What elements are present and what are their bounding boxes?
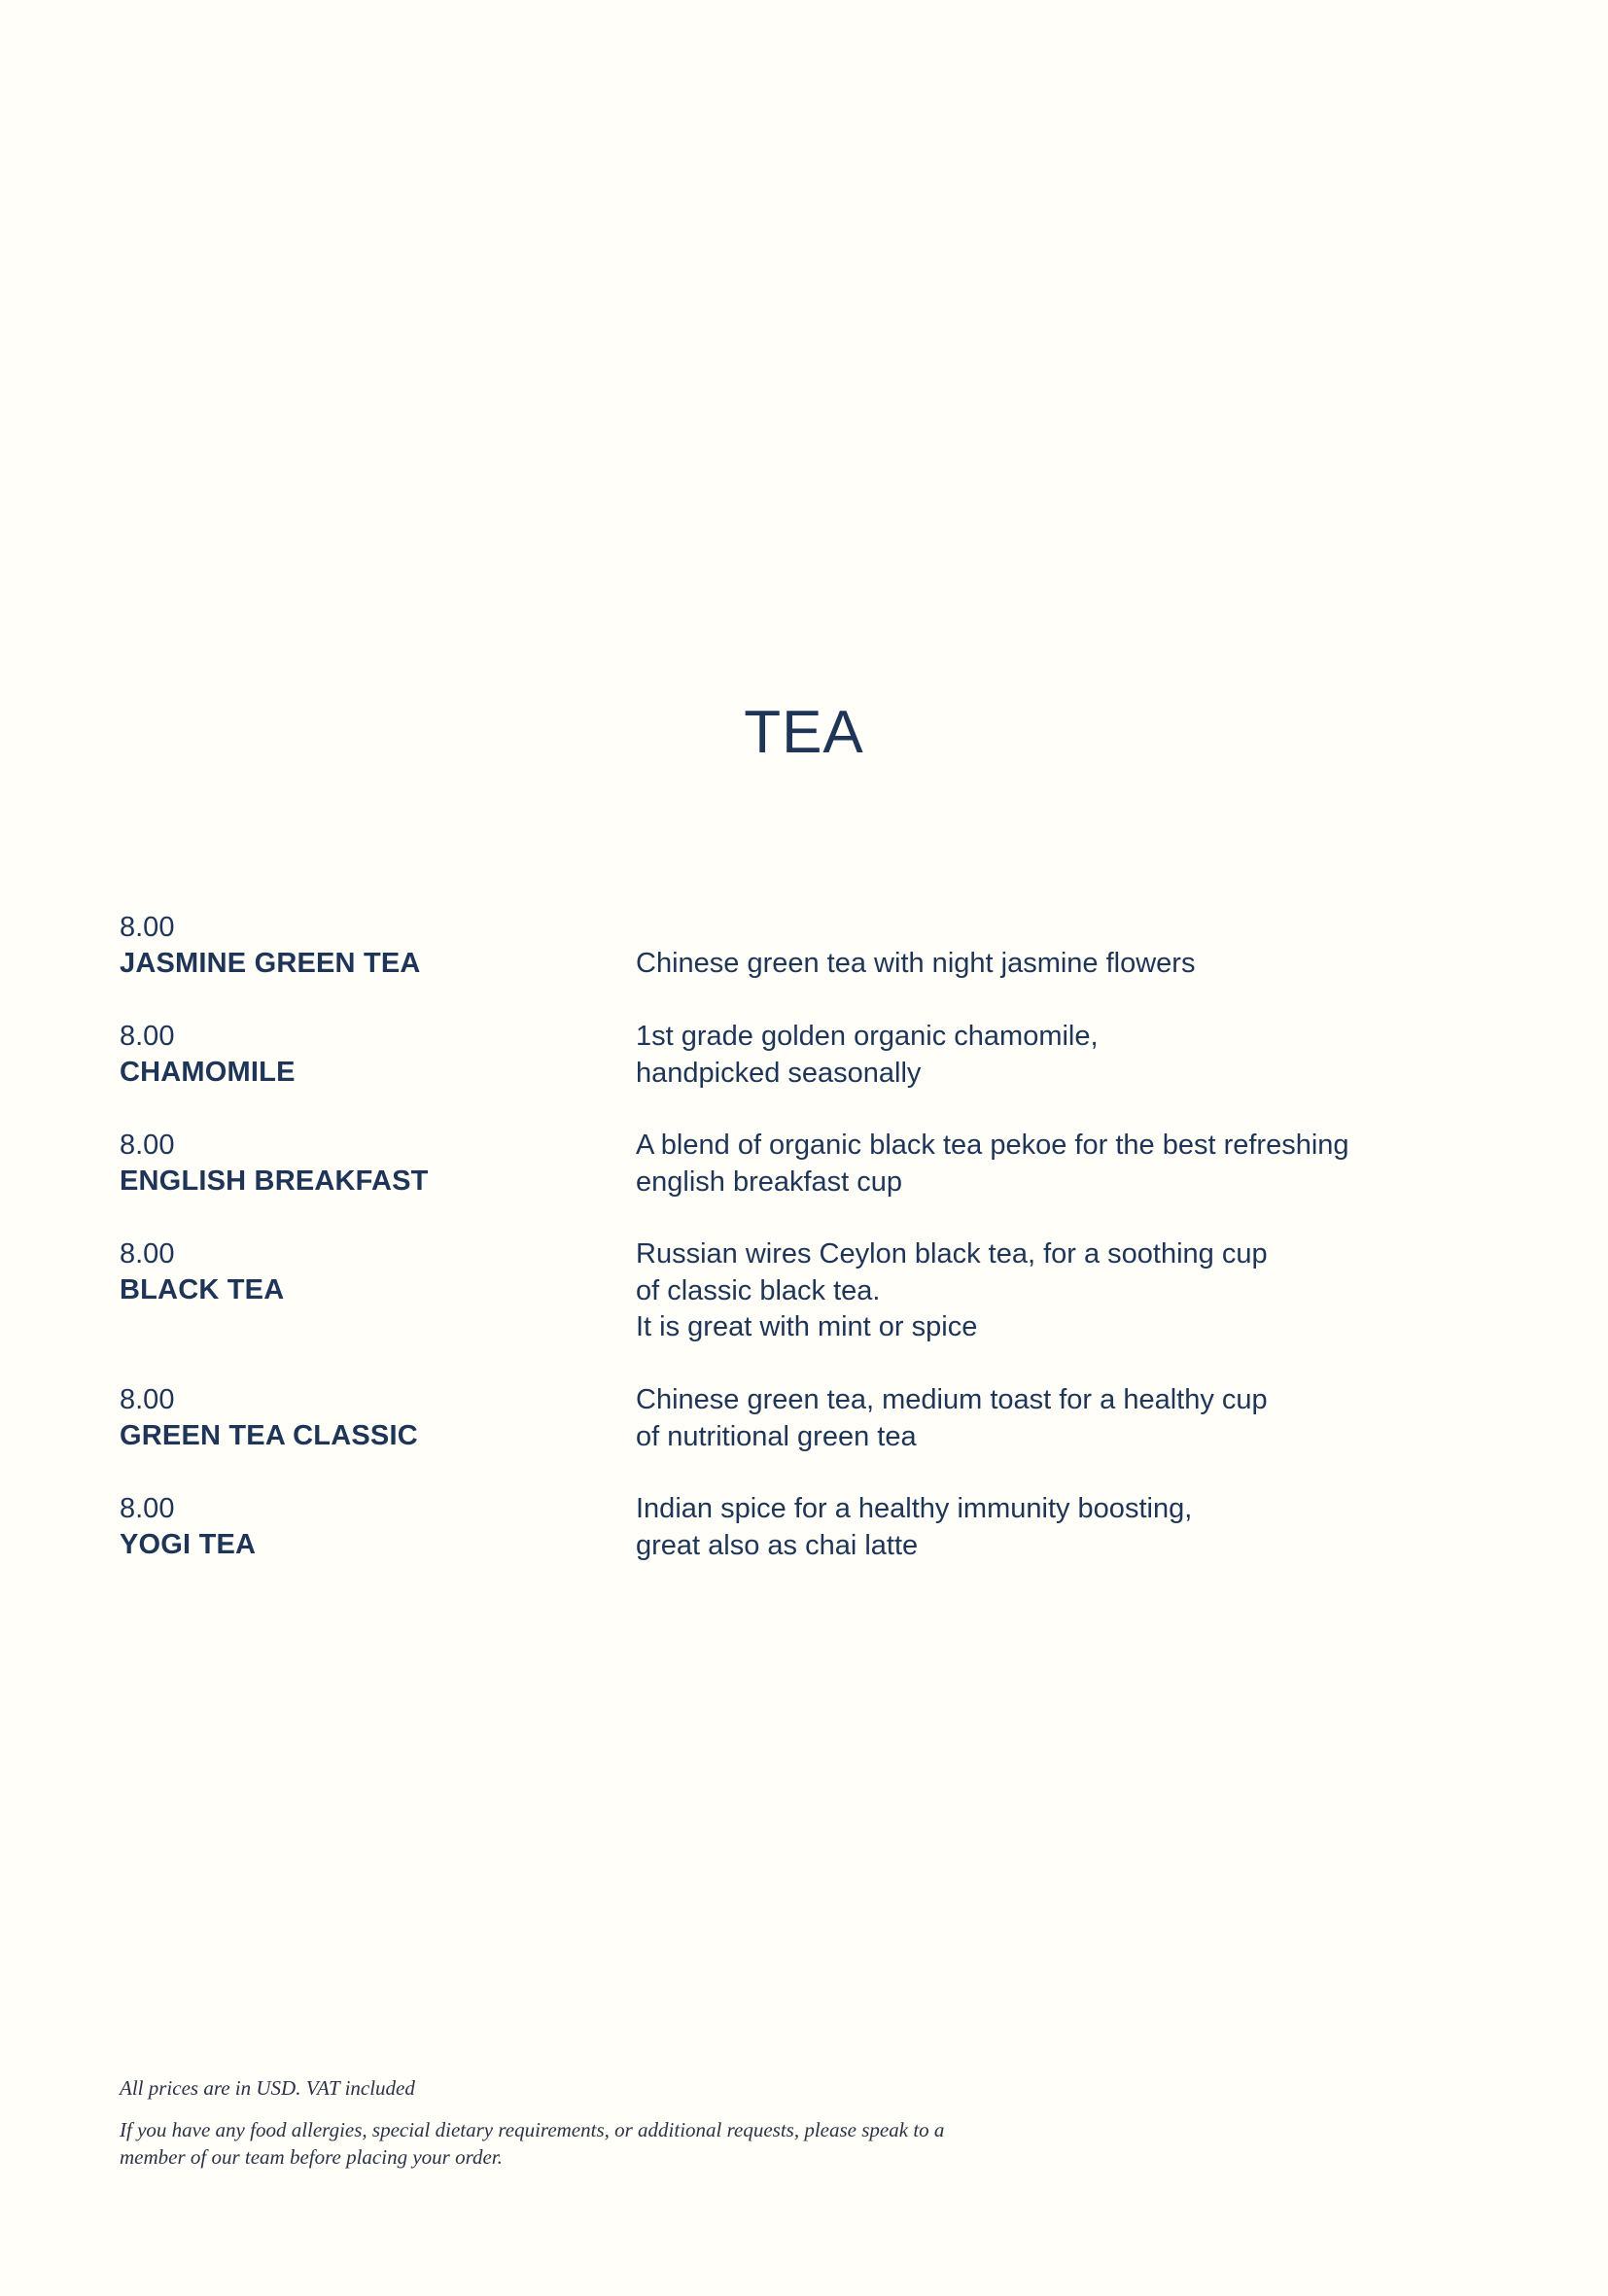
item-price: 8.00 [120,1021,175,1052]
description-line: Chinese green tea, medium toast for a healthy cup [636,1384,1268,1415]
item-price: 8.00 [120,1493,175,1524]
description-line: 1st grade golden organic chamomile, [636,1021,1099,1052]
item-name: CHAMOMILE [120,1057,296,1088]
item-price: 8.00 [120,912,175,943]
item-price: 8.00 [120,1130,175,1161]
item-name: BLACK TEA [120,1274,285,1305]
description-line: great also as chai latte [636,1529,919,1561]
item-price: 8.00 [120,1384,175,1415]
item-name: ENGLISH BREAKFAST [120,1165,429,1197]
allergy-note: If you have any food allergies, special dietary requirements, or additional requests, please speak to a member of our team before placing your order. [120,2118,945,2169]
item-description [636,1491,1511,1564]
item-description [636,1382,1511,1455]
item-name: GREEN TEA CLASSIC [120,1420,418,1451]
description-line: Chinese green tea with night jasmine flowers [636,948,1196,979]
item-description [636,1019,1511,1092]
description-line: Russian wires Ceylon black tea, for a soothing cup [636,1238,1268,1270]
item-price: 8.00 [120,1238,175,1270]
item-description [636,1128,1511,1200]
item-description [636,1236,1511,1346]
description-line: english breakfast cup [636,1165,903,1198]
item-name: JASMINE GREEN TEA [120,948,421,979]
description-line: Indian spice for a healthy immunity boosting, [636,1493,1193,1524]
description-line: It is great with mint or spice [636,1311,978,1342]
description-line: A blend of organic black tea pekoe for the best refreshing [636,1130,1349,1161]
item-name: YOGI TEA [120,1529,257,1560]
page-title: TEA [744,699,864,766]
item-description [636,946,1511,983]
description-line: of nutritional green tea [636,1420,917,1452]
prices-note: All prices are in USD. VAT included [120,2076,415,2100]
description-line: handpicked seasonally [636,1057,922,1089]
description-line: of classic black tea. [636,1274,881,1306]
footer-notes [120,2074,1092,2171]
